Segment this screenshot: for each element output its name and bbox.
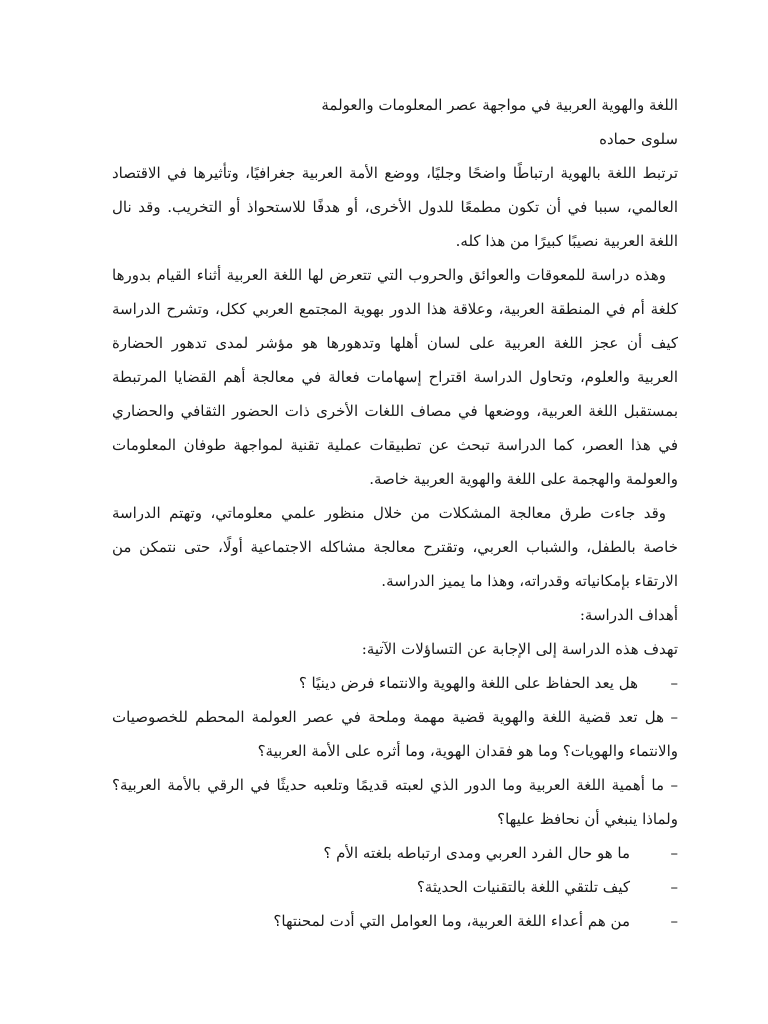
list-item xyxy=(112,666,678,700)
paragraph-line: خاصة بالطفل، والشباب العربي، وتقترح معالجة مشاكله الاجتماعية أولًا، حتى نتمكن من xyxy=(112,538,678,556)
paragraph-line: في هذا العصر، كما الدراسة تبحث عن تطبيقات عملية تقنية لمواجهة طوفان المعلومات xyxy=(112,436,678,454)
paragraph-line: كلغة أم في المنطقة العربية، وعلاقة هذا الدور بهوية المجتمع العربي ككل، وتشرح الدراسة xyxy=(112,300,678,318)
goals-heading: أهداف الدراسة: xyxy=(579,606,678,624)
dash-marker: – xyxy=(670,912,678,930)
list-item-text: ولماذا ينبغي أن نحافظ عليها؟ xyxy=(497,810,678,828)
paragraph-line: وهذه دراسة للمعوقات والعوائق والحروب التي تتعرض لها اللغة العربية أثناء القيام بدورها xyxy=(112,266,666,284)
list-item-text: والانتماء والهويات؟ وما هو فقدان الهوية، وما أثره على الأمة العربية؟ xyxy=(257,742,678,760)
paragraph-line: العربية والعلوم، وتحاول الدراسة اقتراح إسهامات فعالة في معالجة أهم القضايا المرتبطة xyxy=(112,368,678,386)
list-item-text: هل تعد قضية اللغة والهوية قضية مهمة وملحة في عصر العولمة المحطم للخصوصيات xyxy=(112,708,664,726)
list-item-text: كيف تلتقي اللغة بالتقنيات الحديثة؟ xyxy=(416,878,630,896)
dash-marker: – xyxy=(670,844,678,862)
list-item xyxy=(112,700,678,768)
document-author: سلوى حماده xyxy=(599,130,678,148)
paragraph-line: وقد جاءت طرق معالجة المشكلات من خلال منظور علمي معلوماتي، وتهتم الدراسة xyxy=(112,504,666,522)
questions-list xyxy=(112,666,678,938)
paragraph-line: ترتبط اللغة بالهوية ارتباطًا واضحًا وجليًا، ووضع الأمة العربية جغرافيًا، وتأثيرها في الاقتصاد xyxy=(112,164,678,182)
paragraph-approach xyxy=(112,496,678,598)
dash-marker: – xyxy=(670,674,678,692)
paragraph-line: كيف أن عجز اللغة العربية على لسان أهلها وتدهورها هو مؤشر لمدى تدهور الحضارة xyxy=(112,334,678,352)
paragraph-line: الارتقاء بإمكانياته وقدراته، وهذا ما يميز الدراسة. xyxy=(381,572,678,590)
list-item xyxy=(112,904,678,938)
paragraph-intro xyxy=(112,156,678,258)
dash-marker: – xyxy=(670,878,678,896)
list-item xyxy=(112,836,678,870)
paragraph-line: العالمي، سببا في أن تكون مطمعًا للدول الأخرى، أو هدفًا للاستحواذ أو التخريب. وقد نال xyxy=(112,198,678,216)
list-item-text: هل يعد الحفاظ على اللغة والهوية والانتماء فرض دينيًا ؟ xyxy=(298,674,638,692)
list-item-text: من هم أعداء اللغة العربية، وما العوامل التي أدت لمحنتها؟ xyxy=(273,912,630,930)
list-item-text: ما هو حال الفرد العربي ومدى ارتباطه بلغته الأم ؟ xyxy=(323,844,630,862)
paragraph-line: بمستقبل اللغة العربية، ووضعها في مصاف اللغات الأخرى ذات الحضور الثقافي والحضاري xyxy=(112,402,678,420)
paragraph-line: اللغة العربية نصيبًا كبيرًا من هذا كله. xyxy=(455,232,678,250)
dash-marker: – xyxy=(670,708,678,726)
paragraph-study xyxy=(112,258,678,496)
list-item xyxy=(112,870,678,904)
dash-marker: – xyxy=(670,776,678,794)
document-title: اللغة والهوية العربية في مواجهة عصر المعلومات والعولمة xyxy=(321,96,678,114)
list-item xyxy=(112,768,678,836)
paragraph-line: والعولمة والهجمة على اللغة والهوية العربية خاصة. xyxy=(369,470,678,488)
goals-intro: تهدف هذه الدراسة إلى الإجابة عن التساؤلات الآتية: xyxy=(361,640,678,658)
list-item-text: ما أهمية اللغة العربية وما الدور الذي لعبته قديمًا وتلعبه حديثًا في الرقي بالأمة العربية؟ xyxy=(112,776,664,794)
